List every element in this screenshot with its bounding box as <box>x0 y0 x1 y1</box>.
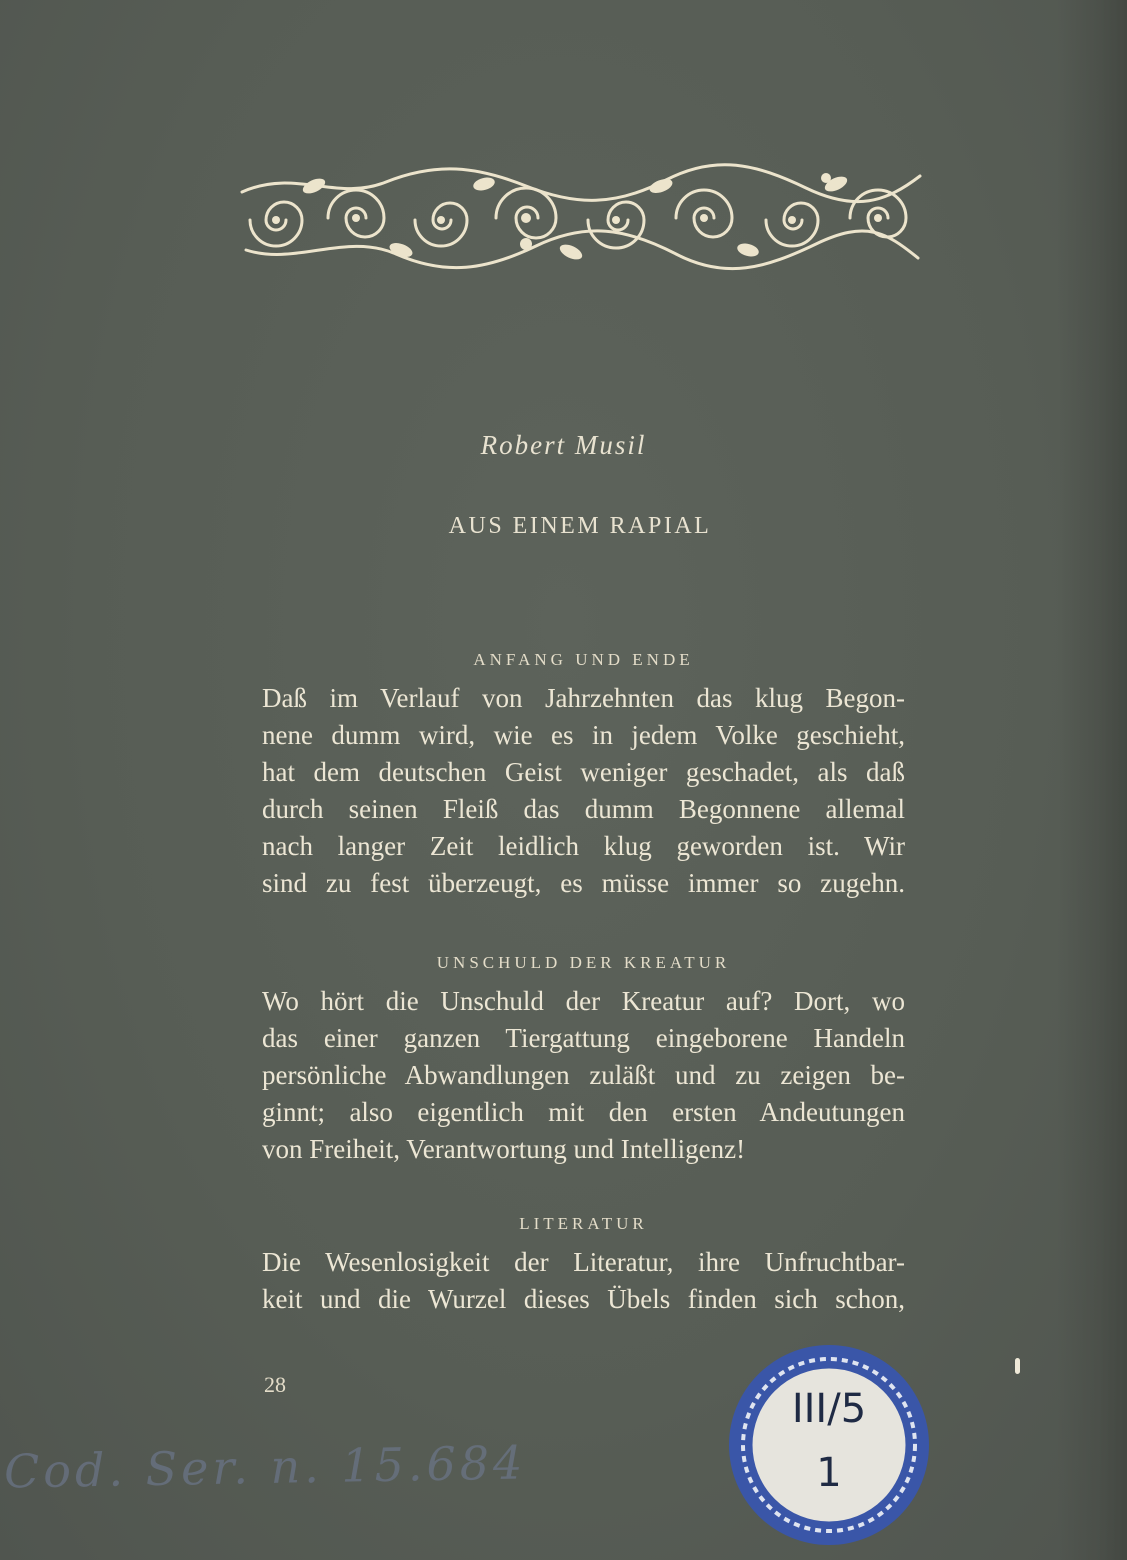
library-stamp <box>726 1342 932 1548</box>
section-unschuld-der-kreatur <box>262 953 905 1168</box>
handwritten-shelfmark: Cod. Ser. n. 15.684 <box>3 1435 527 1499</box>
stamp-text-top: III/5 <box>791 1386 867 1432</box>
stamp-text-bottom: 1 <box>816 1450 842 1496</box>
text-line: keit und die Wurzel dieses Übels finden sich schon, <box>262 1284 905 1314</box>
page-edge-shadow <box>1057 0 1127 1560</box>
text-line: hat dem deutschen Geist weniger geschadet, als daß <box>262 757 905 787</box>
floral-ornament-band <box>236 162 926 274</box>
paper-speck <box>1015 1358 1020 1374</box>
text-line: nach langer Zeit leidlich klug geworden ist. Wir <box>262 831 905 861</box>
section-literatur <box>262 1214 905 1318</box>
page-number: 28 <box>264 1372 286 1397</box>
text-line: Daß im Verlauf von Jahrzehnten das klug Begon- <box>262 683 905 713</box>
author-name: Robert Musil <box>480 430 647 460</box>
text-line: das einer ganzen Tiergattung eingeborene Handeln <box>262 1023 905 1053</box>
text-line: persönliche Abwandlungen zuläßt und zu zeigen be- <box>262 1060 905 1090</box>
text-line: Wo hört die Unschuld der Kreatur auf? Dort, wo <box>262 986 905 1016</box>
text-line: von Freiheit, Verantwortung und Intelligenz! <box>262 1134 746 1164</box>
text-line: Die Wesenlosigkeit der Literatur, ihre Unfruchtbar- <box>262 1247 905 1277</box>
section-body <box>262 1244 905 1318</box>
stamp-ring-icon <box>726 1342 932 1548</box>
section-anfang-und-ende <box>262 650 905 902</box>
document-title: AUS EINEM RAPIAL <box>448 513 712 539</box>
section-heading: UNSCHULD DER KREATUR <box>436 953 731 972</box>
section-body <box>262 983 905 1168</box>
text-line: durch seinen Fleiß das dumm Begonnene allemal <box>262 794 905 824</box>
section-heading: ANFANG UND ENDE <box>473 650 694 669</box>
text-line: sind zu fest überzeugt, es müsse immer so zugehn. <box>262 868 905 898</box>
text-line: nene dumm wird, wie es in jedem Volke geschieht, <box>262 720 905 750</box>
section-heading: LITERATUR <box>519 1214 648 1233</box>
section-body <box>262 680 905 902</box>
text-line: ginnt; also eigentlich mit den ersten Andeutungen <box>262 1097 905 1127</box>
